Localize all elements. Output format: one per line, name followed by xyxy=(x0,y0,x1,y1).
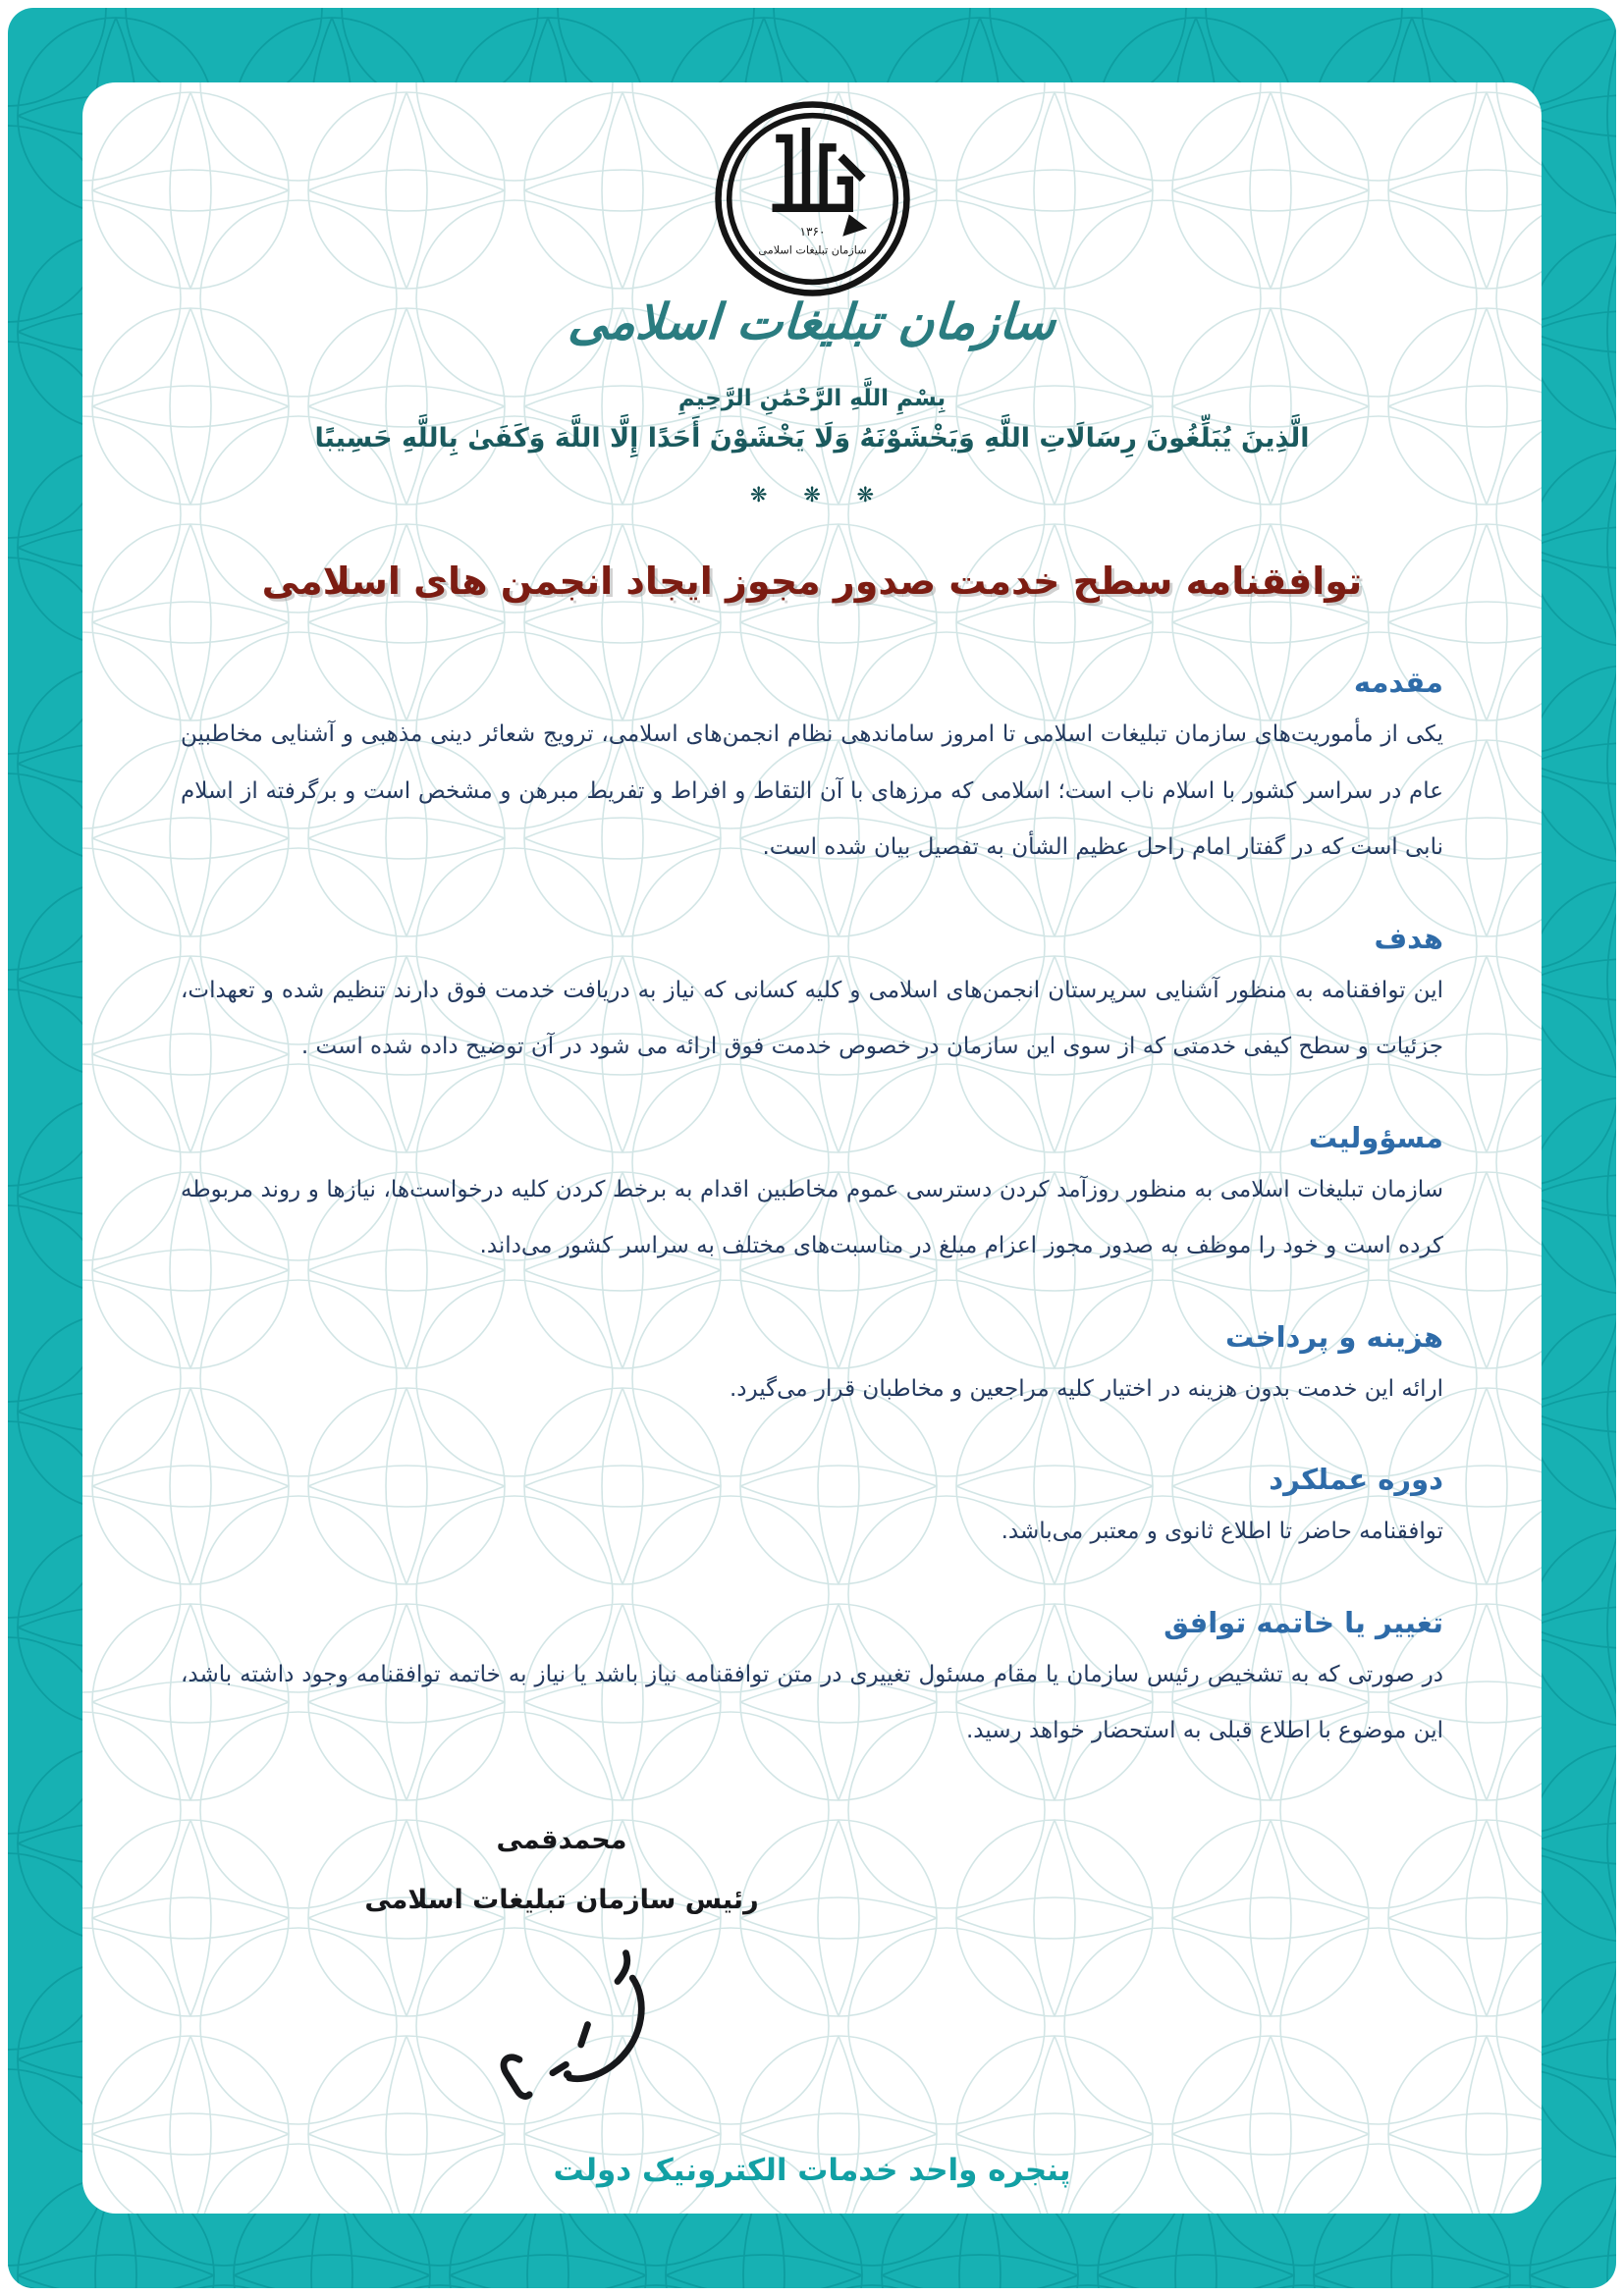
section-heading: دوره عملکرد xyxy=(1269,1463,1443,1496)
section-performance-period xyxy=(181,1463,1443,1561)
section-heading: تغییر یا خاتمه توافق xyxy=(1164,1605,1443,1639)
section-heading: مسؤولیت xyxy=(1308,1120,1443,1154)
hamza-wedge xyxy=(842,214,867,236)
signature-block xyxy=(0,1825,1193,2126)
section-heading: هدف xyxy=(1374,921,1443,955)
section-body: در صورتی که به تشخیص رئیس سازمان یا مقام مسئول تغییری در متن توافقنامه نیاز باشد یا نیاز به خاتمه توافقنامه وجود داشته باشد، این موضوع با اطلاع قبلی به استحضار خواهد رسید. xyxy=(181,1661,1443,1743)
handwritten-signature xyxy=(447,1935,712,2126)
asterisk-separator: ❋ ❋ ❋ xyxy=(749,483,875,507)
section-introduction xyxy=(181,666,1443,877)
section-cost-payment xyxy=(181,1320,1443,1418)
emblem-ring-text: سازمان تبلیغات اسلامی xyxy=(757,243,867,257)
allah-emblem-icon xyxy=(712,98,913,299)
organization-emblem xyxy=(181,98,1443,303)
section-body: ارائه این خدمت بدون هزینه در اختیار کلیه مراجعین و مخاطبان قرار می‌گیرد. xyxy=(730,1375,1443,1402)
quran-verse: الَّذِينَ يُبَلِّغُونَ رِسَالَاتِ اللَّهِ وَيَخْشَوْنَهُ وَلَا يَخْشَوْنَ أَحَدًا إِلَّا اللَّهَ وَكَفَىٰ بِاللَّهِ حَسِيبًا xyxy=(314,423,1310,454)
document-title: توافقنامه سطح خدمت صدور مجوز ایجاد انجمن های اسلامی xyxy=(261,560,1363,603)
signatory-title: رئیس سازمان تبلیغات اسلامی xyxy=(364,1884,759,1915)
section-heading: مقدمه xyxy=(1353,666,1443,699)
section-body: یکی از مأموریت‌های سازمان تبلیغات اسلامی تا امروز ساماندهی نظام انجمن‌های اسلامی، ترویج شعائر دینی مذهبی و آشنایی مخاطبین عام در سراسر کشور با اسلام ناب است؛ اسلامی که مرزهای با آن التقاط و افراط و تفریط مبرهن و مشخص است و برگرفته از اسلام نابی است که در گفتار امام راحل عظیم الشأن به تفصیل بیان شده است. xyxy=(181,721,1443,860)
section-responsibility xyxy=(181,1121,1443,1275)
bismillah-text: بِسْمِ اللَّهِ الرَّحْمَٰنِ الرَّحِيمِ xyxy=(677,386,947,411)
section-body: توافقنامه حاضر تا اطلاع ثانوی و معتبر می‌باشد. xyxy=(1001,1519,1443,1544)
letter-content xyxy=(82,82,1542,2214)
footer-service-window: پنجره واحد خدمات الکترونیک دولت xyxy=(553,2153,1071,2188)
organization-calligraphy: سازمان تبلیغات اسلامی xyxy=(566,294,1058,350)
section-body: این توافقنامه به منظور آشنایی سرپرستان انجمن‌های اسلامی و کلیه کسانی که نیاز به دریافت خدمت فوق دارند تنظیم شده و تعهدات، جزئیات و سطح کیفی خدمتی که از سوی این سازمان در خصوص خدمت فوق ارائه می شود در آن توضیح داده شده است . xyxy=(181,977,1443,1059)
section-heading: هزینه و پرداخت xyxy=(1224,1319,1443,1354)
signatory-name: محمدقمی xyxy=(496,1824,627,1855)
kufic-allah-mark xyxy=(772,128,862,208)
section-goal xyxy=(181,922,1443,1076)
section-change-termination xyxy=(181,1606,1443,1760)
emblem-year: ۱۳۶۰ xyxy=(798,224,826,239)
section-body: سازمان تبلیغات اسلامی به منظور روزآمد کردن دسترسی عموم مخاطبین اقدام به برخط کردن کلیه درخواست‌ها، نیازها و روند مربوطه کرده است و خود را موظف به صدور مجوز اعزام مبلغ در مناسبت‌های مختلف به سراسر کشور می‌داند. xyxy=(181,1176,1443,1258)
